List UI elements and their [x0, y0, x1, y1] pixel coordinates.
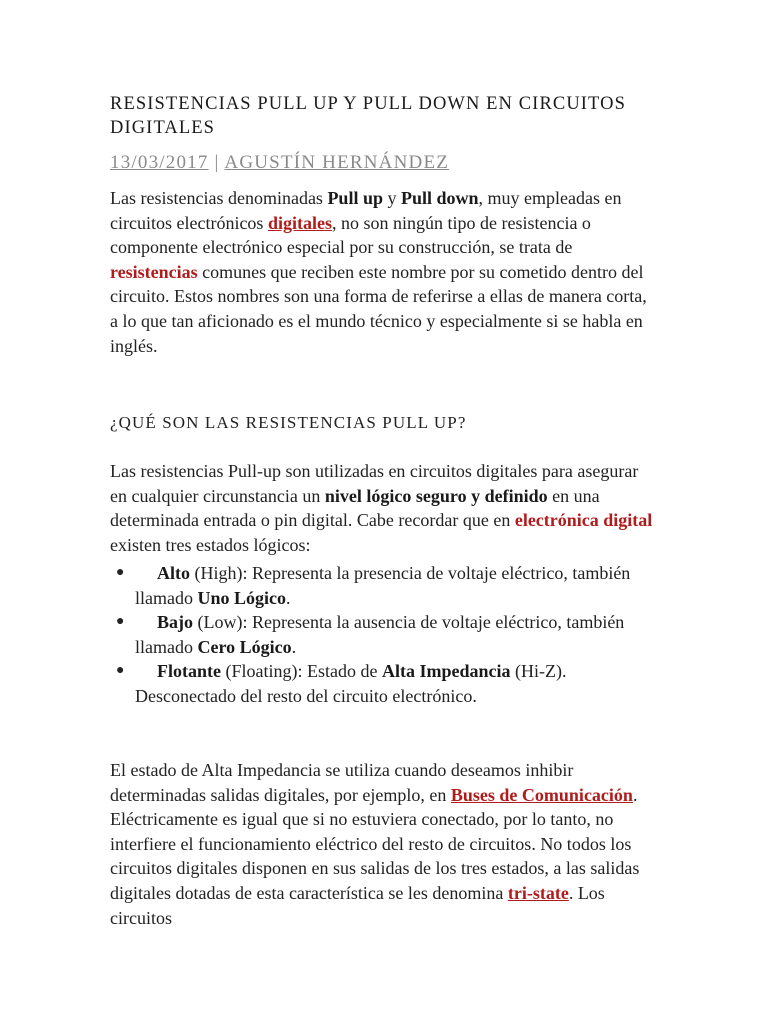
text-run: . Eléctricamente es igual que si no estuviera conectado, por lo tanto, no interfiere el funcionamiento eléctrico del resto de circuitos. No todos los circuitos digitales disponen en sus salidas de los tres estados, a las salidas digitales dotadas de esta característica se les denomina: [110, 784, 640, 903]
text-run: comunes que reciben este nombre por su cometido dentro del circuito. Estos nombres son una forma de referirse a ellas de manera corta, a lo que tan aficionado es el mundo técnico y especialmente si se habla en inglés.: [110, 261, 647, 356]
bold-term: Flotante: [157, 661, 221, 682]
bullet-icon: ●: [116, 614, 125, 630]
tri-state-link[interactable]: tri-state: [507, 882, 569, 903]
text-run: existen tres estados lógicos:: [110, 534, 311, 555]
section-heading: ¿QUÉ SON LAS RESISTENCIAS PULL UP?: [110, 413, 467, 432]
meta-separator: |: [208, 152, 225, 173]
pullup-paragraph: [110, 459, 655, 557]
bold-term: nivel lógico seguro y definido: [324, 485, 548, 506]
article-meta: [110, 150, 449, 176]
text-run: El estado de Alta Impedancia se utiliza cuando deseamos inhibir determinadas salidas digitales, por ejemplo, en: [110, 760, 574, 805]
list-item: [110, 561, 655, 610]
logic-states-list: [110, 561, 655, 709]
text-run: .: [286, 587, 291, 608]
article-date-link[interactable]: 13/03/2017: [110, 152, 209, 173]
digitales-link[interactable]: digitales: [267, 212, 332, 233]
text-run: (Hi-Z). Desconectado del resto del circuito electrónico.: [135, 661, 567, 706]
text-run: , no son ningún tipo de resistencia o componente electrónico especial por su construcción, se trata de: [110, 212, 591, 258]
article-author-link[interactable]: AGUSTÍN HERNÁNDEZ: [224, 152, 450, 173]
text-run: . Los circuitos: [110, 882, 605, 928]
bullet-icon: ●: [116, 565, 125, 580]
bold-term: Uno Lógico: [197, 587, 286, 608]
list-item: [110, 610, 655, 659]
text-run: (Low): Representa la ausencia de voltaje eléctrico, también llamado: [135, 612, 625, 657]
text-run: y: [382, 188, 401, 208]
intro-paragraph: [110, 186, 655, 358]
text-run: .: [291, 636, 297, 657]
text-run: (High): Representa la presencia de voltaje eléctrico, también llamado: [135, 563, 631, 608]
text-run: , muy empleadas en circuitos electrónicos: [110, 188, 622, 233]
high-impedance-paragraph: [110, 758, 655, 930]
bold-term: Pull up: [327, 188, 383, 208]
buses-comunicacion-link[interactable]: Buses de Comunicación: [450, 784, 633, 805]
text-run: Las resistencias denominadas: [110, 188, 328, 208]
text-run: Las resistencias Pull-up son utilizadas en circuitos digitales para asegurar en cualquier circunstancia un: [110, 461, 639, 506]
list-item: [110, 659, 655, 708]
bold-term: Cero Lógico: [197, 636, 292, 657]
bold-term: Alto: [157, 563, 190, 583]
electronica-digital-link[interactable]: electrónica digital: [514, 510, 653, 531]
bold-term: Alta Impedancia: [381, 661, 511, 682]
bold-term: Bajo: [157, 612, 193, 633]
text-run: (Floating): Estado de: [220, 661, 382, 682]
resistencias-link[interactable]: resistencias: [110, 261, 198, 282]
bullet-icon: ●: [116, 663, 125, 679]
bold-term: Pull down: [400, 188, 479, 208]
article-title: RESISTENCIAS PULL UP Y PULL DOWN EN CIRCUITOS DIGITALES: [110, 94, 626, 138]
text-run: en una determinada entrada o pin digital. Cabe recordar que en: [110, 485, 600, 531]
